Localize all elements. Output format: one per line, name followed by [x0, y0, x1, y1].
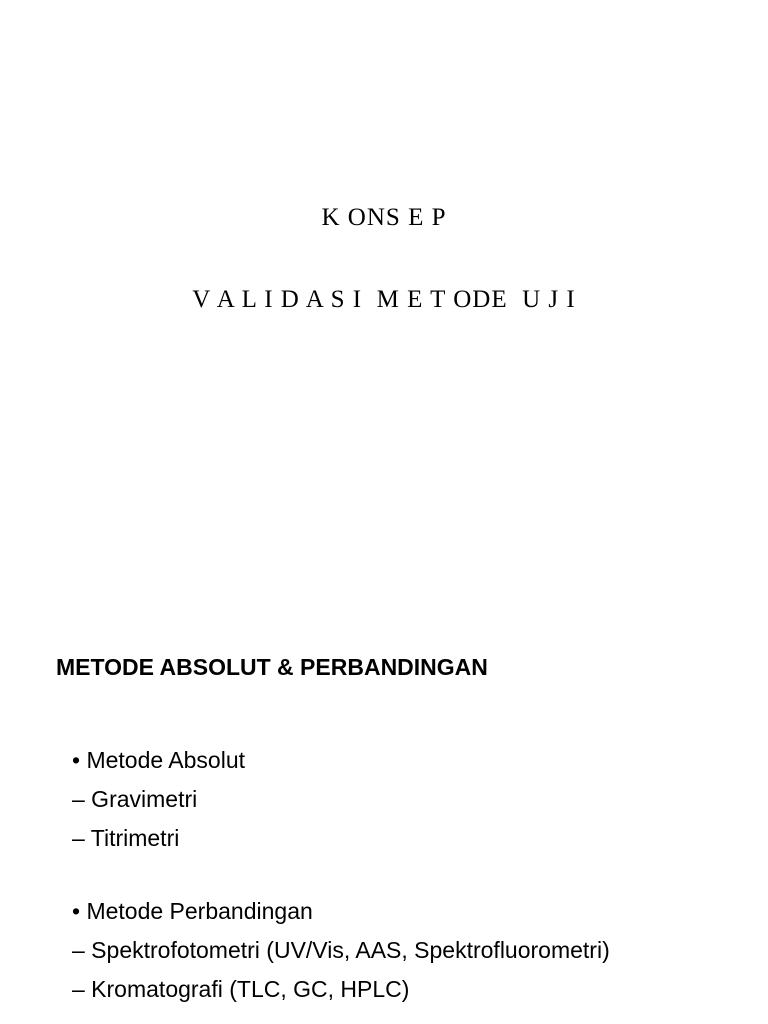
list-item-kromatografi: – Kromatografi (TLC, GC, HPLC) — [72, 976, 410, 1002]
method-group-comparison — [72, 892, 610, 1009]
bullet-metode-absolut: • Metode Absolut — [72, 747, 245, 773]
method-group-absolute — [72, 741, 245, 858]
title-line-2: V A L I D A S I M E T ODE U J I — [192, 286, 576, 313]
list-item-titrimetri: – Titrimetri — [72, 825, 180, 851]
title-line-1: K ONS E P — [321, 204, 447, 231]
bullet-metode-perbandingan: • Metode Perbandingan — [72, 898, 313, 924]
section-heading: METODE ABSOLUT & PERBANDINGAN — [56, 654, 488, 680]
list-item-spektrofotometri: – Spektrofotometri (UV/Vis, AAS, Spektrofluorometri) — [72, 937, 610, 963]
list-item-gravimetri: – Gravimetri — [72, 786, 198, 812]
